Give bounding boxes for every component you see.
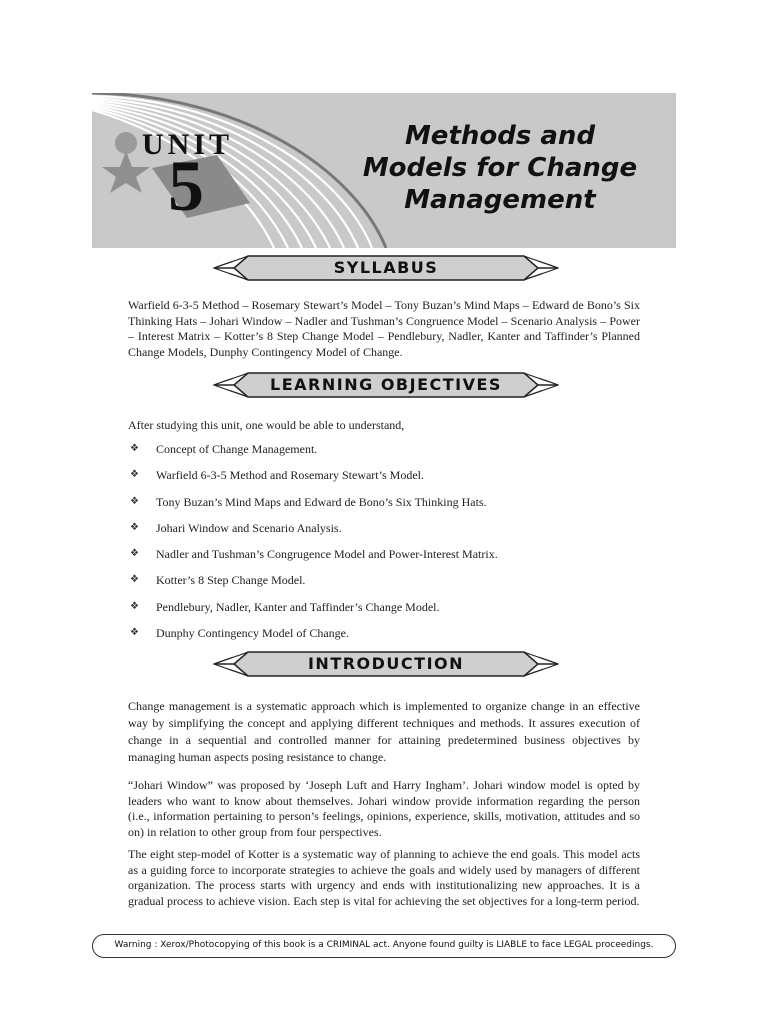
- page-title: [340, 120, 660, 216]
- syllabus-heading-text: SYLLABUS: [333, 258, 439, 277]
- unit-label: UNIT: [142, 128, 234, 161]
- diamond-bullet-icon: ❖: [130, 600, 139, 612]
- introduction-heading: [212, 650, 560, 680]
- objectives-heading: [212, 371, 560, 401]
- syllabus-text: Warfield 6-3-5 Method – Rosemary Stewart’s Model – Tony Buzan’s Mind Maps – Edward de Bono’s Six Thinking Hats – Johari Window – Nadler and Tushman’s Congruence Model – Scenario Analysis – Power – Interest Matrix – Kotter’s 8 Step Change Model – Pendlebury, Nadler, Kanter and Taffinder’s Planned Change Models, Dunphy Contingency Model of Change.: [128, 298, 640, 359]
- objectives-intro: After studying this unit, one would be able to understand,: [128, 418, 405, 432]
- list-item-text: Concept of Change Management.: [156, 442, 318, 456]
- introduction-heading-text: INTRODUCTION: [307, 654, 465, 673]
- list-item-text: Tony Buzan’s Mind Maps and Edward de Bono’s Six Thinking Hats.: [156, 494, 487, 509]
- title-line-2: Models for Change: [362, 153, 638, 183]
- list-item-text: Nadler and Tushman’s Congrugence Model and Power-Interest Matrix.: [156, 547, 498, 562]
- diamond-bullet-icon: ❖: [130, 574, 139, 586]
- diamond-bullet-icon: ❖: [130, 548, 139, 560]
- diamond-bullet-icon: ❖: [130, 469, 139, 481]
- list-item-text: Kotter’s 8 Step Change Model.: [156, 573, 306, 588]
- list-item: [128, 520, 648, 546]
- unit-number: 5: [168, 146, 204, 226]
- list-item-text: Dunphy Contingency Model of Change.: [156, 626, 349, 641]
- copyright-warning: Warning : Xerox/Photocopying of this book is a CRIMINAL act. Anyone found guilty is LIABLE to face LEGAL proceedings.: [92, 934, 676, 958]
- diamond-bullet-icon: ❖: [130, 521, 139, 533]
- diamond-bullet-icon: ❖: [130, 495, 139, 507]
- list-item: [128, 467, 648, 493]
- intro-paragraph-1: Change management is a systematic approach which is implemented to organize change in an effective way by simplifying the concept and applying different techniques and methods. It assures execution of change in a sequential and controlled manner for attaining predetermined business objectives by managing human aspects posing resistance to change.: [128, 699, 640, 764]
- list-item-text: Warfield 6-3-5 Method and Rosemary Stewart’s Model.: [156, 468, 424, 483]
- list-item: [128, 625, 648, 651]
- list-item-text: Johari Window and Scenario Analysis.: [156, 520, 342, 535]
- title-line-1: Methods and: [404, 121, 596, 151]
- list-item: [128, 599, 648, 625]
- list-item: [128, 441, 648, 467]
- objectives-list: [128, 441, 648, 651]
- list-item: [128, 572, 648, 598]
- diamond-bullet-icon: ❖: [130, 443, 139, 454]
- syllabus-heading: [212, 254, 560, 284]
- intro-paragraph-2: “Johari Window” was proposed by ‘Joseph Luft and Harry Ingham’. Johari window model is opted by leaders who want to know about themselves. Johari window provide information regarding the person (i.e., information pertaining to person’s feelings, opinions, experience, skills, motivation, attitudes and so on) in relation to other group from four perspectives.: [128, 778, 640, 839]
- intro-paragraph-3: The eight step-model of Kotter is a systematic way of planning to achieve the end goals. This model acts as a guiding force to incorporate strategies to achieve the goals and widely used by managers of different organization. The process starts with urgency and ends with institutionalizing new approaches. It is a gradual process to achieve vision. Each step is vital for achieving the set objectives for a long-term period.: [128, 847, 640, 908]
- objectives-heading-text: LEARNING OBJECTIVES: [270, 375, 502, 394]
- list-item: [128, 494, 648, 520]
- list-item-text: Pendlebury, Nadler, Kanter and Taffinder’s Change Model.: [156, 599, 440, 614]
- title-line-3: Management: [404, 185, 596, 215]
- list-item: [128, 546, 648, 572]
- diamond-bullet-icon: ❖: [130, 627, 139, 639]
